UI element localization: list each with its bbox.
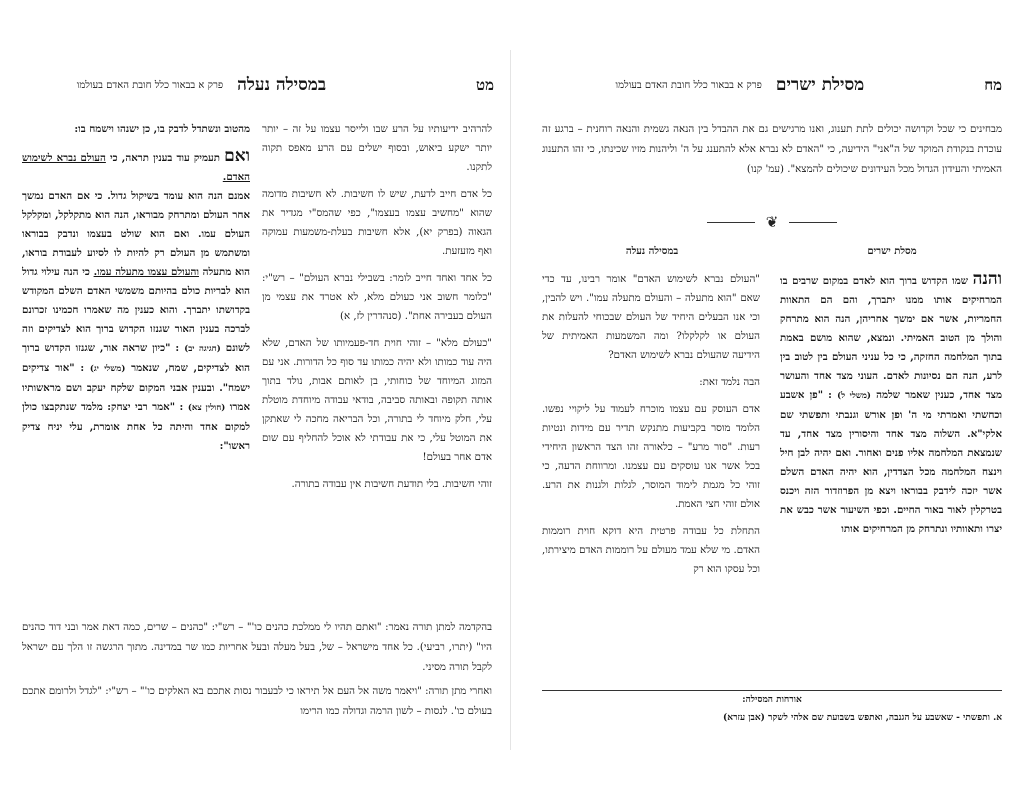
paragraph: להרהיב ידיעותיו על הרע שבו ולייסר עצמו על זה – יותר יותר ישקע ביאוש, ובסוף ישלים עם הרע מאפס תקוה לתקנו. <box>262 124 492 173</box>
paragraph: אדם העוסק עם עצמו מוכרח לעמוד על ליקויי נפשו. הלומד מוסר בקביעות מתנקש תדיר עם מידות ונטיות רעות. "סור מרע" – כלאורה זהו הצד הראשון היחידי בכל אשר אנו עוסקים עם עצמנו. ומרווחת הדעה, כי זוהי כל מגמת לימוד המוסר, לגלות ולגנות את הרע. אולם זוהי חצי האמת. <box>542 404 760 510</box>
column-subhead: במסילה נעלה <box>625 246 679 257</box>
paragraph: "העולם נברא לשימוש האדם" אומר רבינו, עד כדי שאם "הוא מתעלה – והעולם מתעלה עמו". ויש להבין, וכי אנו הבעלים היחיד של העולם שבכוחי להעלות את העולם או לקלקלו? ומה המשמעות האמיתית של הידיעה שהעולם נברא לשימוש האדם? <box>542 274 760 361</box>
running-title: מסילת ישרים <box>775 75 865 95</box>
lead-line: מהטוב ונשתדל לדבק בו, כן ישנהו וישמח בו: <box>74 123 250 135</box>
bottom-text-block <box>22 618 492 750</box>
source-citation: (חולין צא) <box>187 403 226 413</box>
right-page <box>512 0 1024 788</box>
intro-block <box>542 120 1002 204</box>
ornament-divider: ❦ <box>542 212 1002 234</box>
paragraph: זוהי חשיבות. בלי תודעת חשיבות אין עבודה בתורה. <box>291 479 492 490</box>
footnote-header: אורחות המסילה: <box>742 695 802 705</box>
source-citation: (חגיגה יב) <box>184 344 221 354</box>
paragraph: הבה נלמד זאת: <box>699 377 760 388</box>
running-subtitle: פרק א בבאור כלל חובת האדם בעולמו <box>76 79 224 91</box>
text-column-right <box>22 120 250 612</box>
running-title: במסילה נעלה <box>237 75 327 95</box>
source-citation: (משלי יג) <box>89 364 126 374</box>
underlined-phrase: העולם נברא לשימוש האדם. <box>22 152 250 183</box>
drop-word: ואם <box>224 146 250 166</box>
drop-word: והנה <box>972 270 1002 289</box>
paragraph: מבחינים כי שכל וקדושה יכולים לתת תענוג, ואנו מרגישים גם את ההבדל בין הנאה גשמית והנאה רוחנית – ברגע זה עוכדת בנקודת המוקד של ה"אני" הידיעה, כי "האדם לא נברא אלא להתענג על ה' וליהנות מזיו שכינתו, כי זהו התענוג האמיתי והעידון הגדול מכל העידונים שיכולים להמצא". (עמ' קנו) <box>542 124 1002 175</box>
running-header <box>542 70 1002 100</box>
paragraph: אמנם הנה הוא עומד בשיקול גדול. כי אם האדם נמשך אחר העולם ומתרחק מבוראו, הנה הוא מתקלקל, ומקלקל העולם עמו. ואם הוא שולט בעצמו ונדבק בבוראו ומשתמש מן העולם רק להיות לו לסיוע לעבודת בוראו, הוא מתעלה והעולם עצמו מתעלה עמו. כי הנה עילוי גדול הוא לבריות כולם בהיותם משמשי האדם השלם המקודש בקדושתו יתברך. והוא כענין מה שאמרו חכמינו זכרונם לברכה בענין האור שגנזו הקדוש ברוך הוא לצדיקים וזה לשונם (חגיגה יב) : "כיון שראה אור, שגנזו הקדוש ברוך הוא לצדיקים, שמח, שנאמר (משלי יג) : "אור צדיקים ישמח". ובענין אבני המקום שלקח יעקב ושם מראשותיו אמרו (חולין צא) : "אמר רבי יצחק: מלמד שנתקבצו כולן למקום אחד והיתה כל אחת אומרת, עלי יניח צדיק ראשו": <box>22 190 250 452</box>
paragraph: התחלת כל עבודה פרטית היא דוקא חוית רוממות האדם. מי שלא עמד מעולם על רוממות האדם מיצירתו, וכל עסקו הוא רק <box>542 526 760 575</box>
paragraph: בהקדמה למתן תורה נאמר: "ואתם תהיו לי ממלכת כהנים כו'" – רש"י: "כהנים – שרים, כמה דאת אמר ובני דוד כהנים היו" (יתרו, רביעי). כל אחד מישראל – של, בעל מעלה ובעל אחריות כמו שר במדינה. מתוך הרגשה זו הלך עם ישראל לקבל תורה מסיני. <box>22 622 492 673</box>
text-column-left <box>262 120 492 612</box>
running-header <box>22 70 494 100</box>
paragraph: "כעולם מלא" – זוהי חוית חד-פעמיותו של האדם, שלא היה עוד כמותו ולא יהיה כמותו עד סוף כל הדורות. אני עם המזוג המיוחד של כוחותי, בן לאותם אבות, נולד בתוך אותה תקופה ובאותה סביבה, בודאי עבודה מיוחדת מוטלת עלי, חלק מיוחד לי בתורה, וכל הבריאה מחכה לי שאתקן את המוטל עלי, כי את עבודתי לא אוכל להחליף עם שום אדם אחר בעולם! <box>262 338 492 463</box>
paragraph: ואם תעמיק עוד בענין תראה, כי העולם נברא לשימוש האדם. <box>22 146 250 183</box>
page-number: מט <box>476 75 494 94</box>
paragraph: ואחרי מתן תורה: "ויאמר משה אל העם אל תיראו כי לבעבור נסות אתכם בא האלקים כו'" – רש"י: "לגדל ולרומם אתכם בעולם כו'. לנסות – לשון הרמה וגדולה כמו הרימו <box>22 686 492 717</box>
footnote-rule <box>542 690 1002 691</box>
paragraph: כל אדם חייב לדעת, שיש לו חשיבות. לא חשיבות מדומה שהוא "מחשיב עצמו בעצמו", כפי שהמס"י מגדיר את הגאוה (בפרק יא), אלא חשיבות בעלת-משמעות עמוקה ואף מזעזעת. <box>262 189 492 257</box>
text-column-left <box>542 270 760 670</box>
column-subhead: מסלת ישרים <box>867 246 917 257</box>
paragraph: כל אחד ואחד חייב לומר: בשבילי נברא העולם" – רש"י: "כלומר חשוב אני כעולם מלא, לא אטרד את עצמי מן העולם בעבירה אחת". (סנהדרין לז, א) <box>262 273 492 322</box>
text-column-right <box>780 270 1002 670</box>
source-citation: (משלי ל) <box>837 391 871 401</box>
page-number: מח <box>984 75 1002 94</box>
paragraph: והנה שמו הקדוש ברוך הוא לאדם במקום שרבים בו המרחיקים אותו ממנו יתברך, והם הם התאוות החמריות, אשר אם ימשך אחריהן, הנה הוא מתרחק והולך מן הטוב האמיתי. ונמצא, שהוא מושם באמת בתוך המלחמה החזקה, כי כל עניני העולם בין לטוב בין לרע, הנה הם נסיונות לאדם. העוני מצד אחד והעושר מצד אחד, כענין שאמר שלמה (משלי ל) : "פן אשבע וכחשתי ואמרתי מי ה' ופן אורש וגנבתי ותפשתי שם אלקי"א. השלוה מצד אחד והיסורין מצד אחד, עד שנמצאת המלחמה אליו פנים ואחור. ואם יהיה לבן חיל וינצח המלחמה מכל הצדדין, הוא יהיה האדם השלם אשר יזכה לידבק בבוראו ויצא מן הפרוזדור הזה ויכנס בטרקלין לאור באור החיים. וכפי השיעור אשר כבש את יצרו ותאוותיו ונתרחק מן המרחיקים אותו <box>780 270 1002 535</box>
underlined-phrase: והעולם עצמו מתעלה עמו. <box>93 266 199 278</box>
footnote: א. ותפשתי - שאשבע על הגנבה, ואתפש בשבועת שם אלהי לשקר (אבן עזרא) <box>723 713 1002 723</box>
running-subtitle: פרק א בבאור כלל חובת האדם בעולמו <box>615 79 762 91</box>
